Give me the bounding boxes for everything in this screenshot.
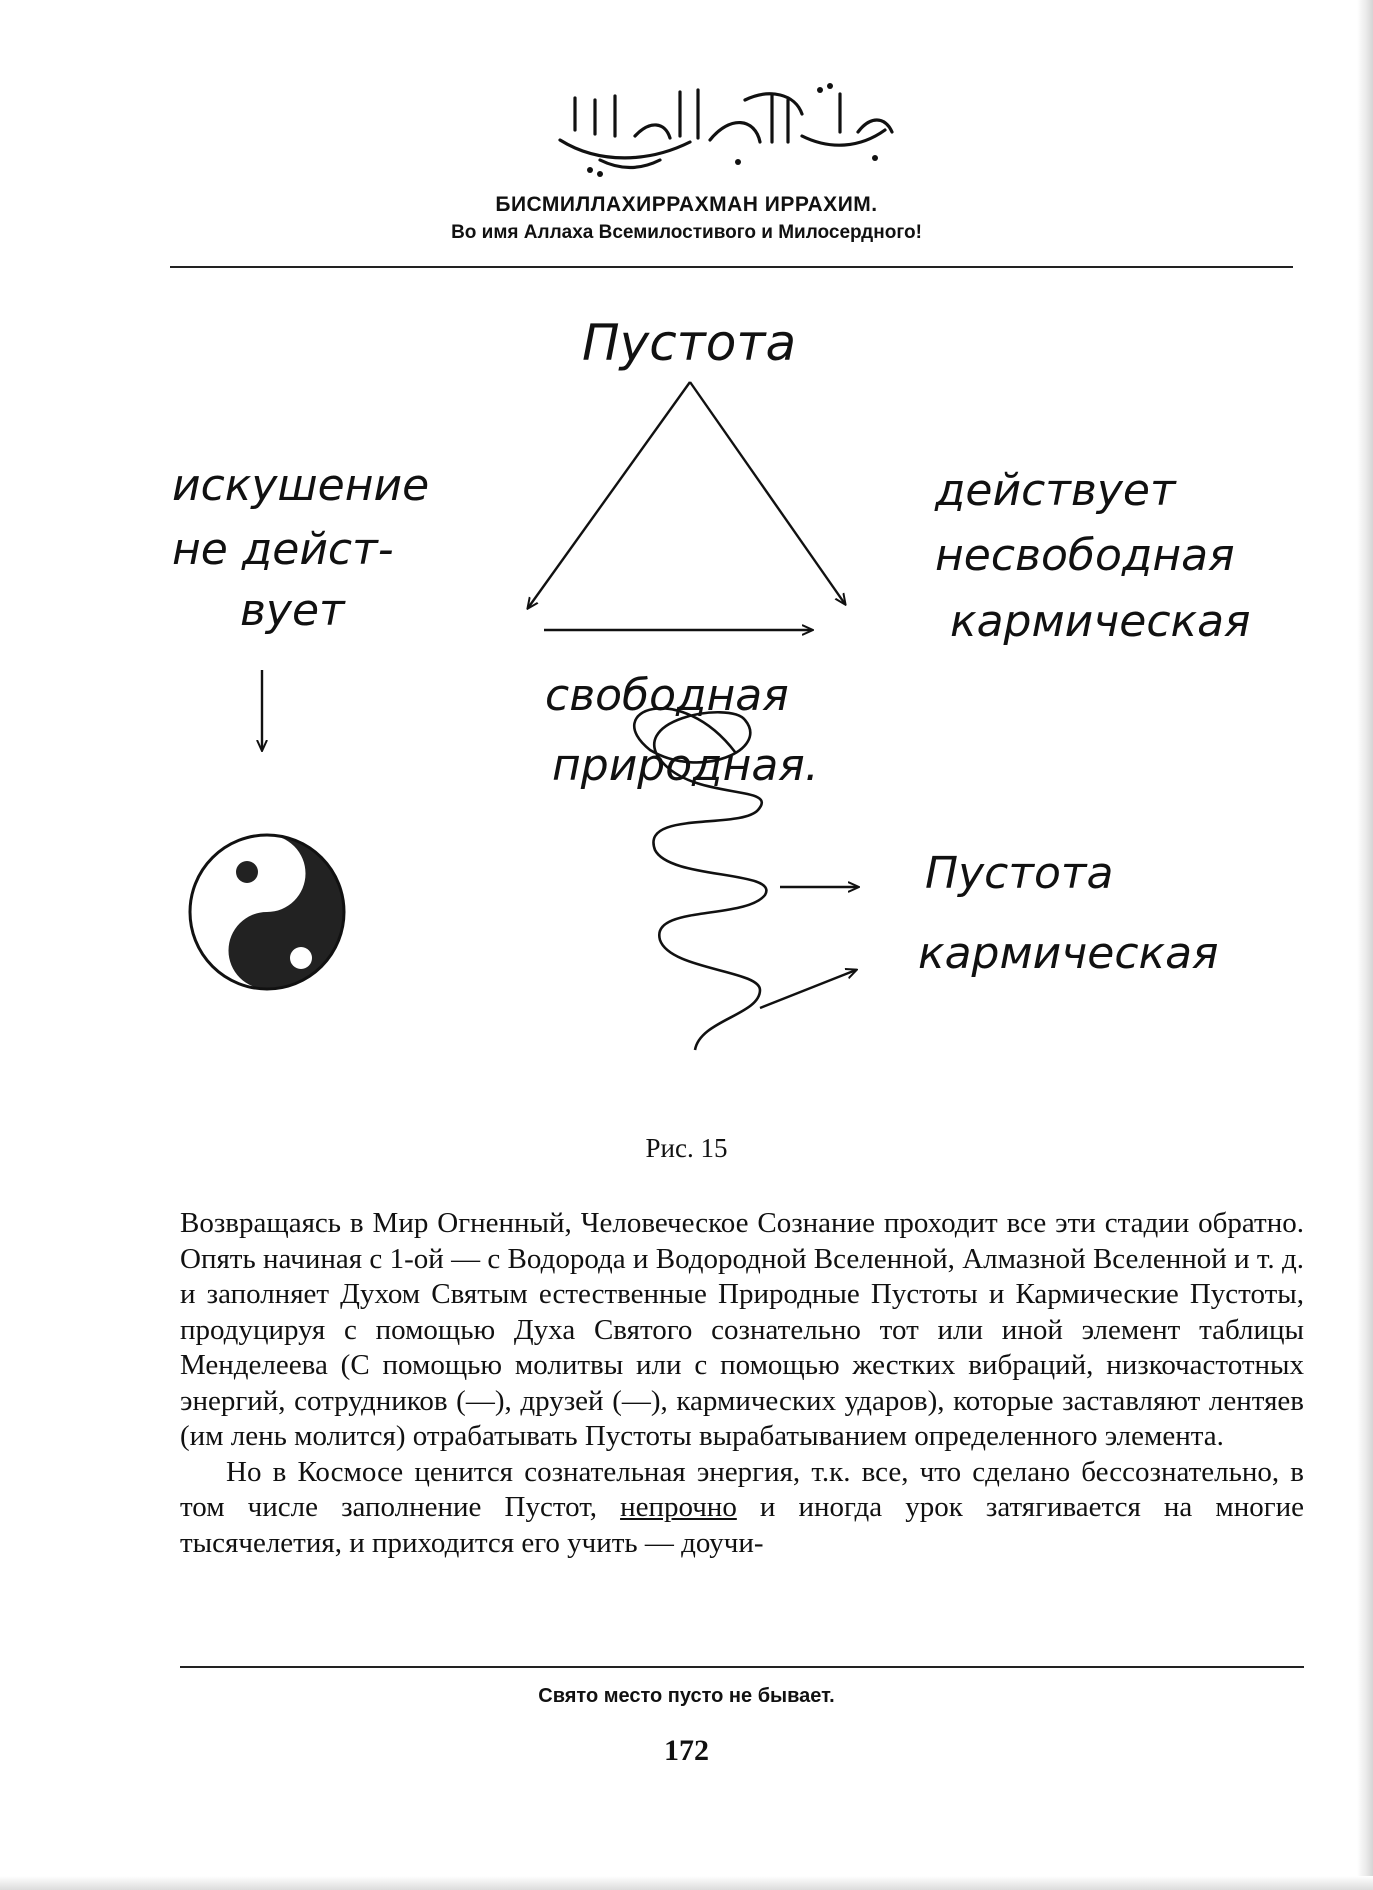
right-note-line2: несвободная <box>935 530 1235 581</box>
body-text <box>180 1206 1304 1561</box>
footer-rule <box>180 1666 1304 1668</box>
paragraph-2 <box>180 1455 1304 1562</box>
figure-caption: Рис. 15 <box>645 1133 728 1163</box>
basmala-calligraphy <box>540 70 910 190</box>
spiral-label-line2: кармическая <box>918 928 1219 979</box>
bottom-note-line2: природная. <box>552 740 819 791</box>
figure-15-diagram <box>0 280 1373 1140</box>
paragraph-2-part1: Но в Космосе ценится сознательная энергия, т.к. все, что сделано бессознательно, в том числе заполнение Пустот, <box>180 1455 1304 1523</box>
header-subtitle: Во имя Аллаха Всемилостивого и Милосердного! <box>451 222 922 243</box>
left-note-line3: вует <box>240 585 345 636</box>
footer-proverb: Свято место пусто не бывает. <box>538 1685 835 1707</box>
paragraph-2-part2: и иногда урок затягивается на многие тысячелетия, и приходится его учить — доучи- <box>180 1491 1305 1559</box>
right-note-line3: кармическая <box>950 596 1251 647</box>
triangle-right-arrow <box>690 382 845 604</box>
triangle-left-arrow <box>528 382 690 608</box>
yin-yang-icon <box>190 835 344 989</box>
label-pustota-top: Пустота <box>582 314 797 372</box>
left-note-line1: искушение <box>172 460 430 511</box>
underlined-word: непрочно <box>620 1491 737 1523</box>
left-note-line2: не дейст- <box>172 524 394 575</box>
spiral-arrow-bottom <box>760 970 856 1008</box>
header-title: БИСМИЛЛАХИРРАХМАН ИРРАХИМ. <box>495 193 878 216</box>
page-bottom-shadow <box>0 1876 1373 1890</box>
paragraph-1: Возвращаясь в Мир Огненный, Человеческое Сознание проходит все эти стадии обратно. Опять начиная с 1-ой — с Водорода и Водородной Вселенной, Алмазной Вселенной и т. д. и заполняет Духом Святым естественные Природные Пустоты и Кармические Пустоты, продуцируя с помощью Духа Святого сознательно тот или иной элемент таблицы Менделеева (С помощью молитвы или с помощью жестких вибраций, низкочастотных энергий, сотрудников (—), друзей (—), кармических ударов), которые заставляют лентяев (им лень молится) отрабатывать Пустоты вырабатыванием определенного элемента. <box>180 1207 1304 1452</box>
header-rule <box>170 266 1293 268</box>
right-note-line1: действует <box>935 465 1176 516</box>
page-number: 172 <box>664 1734 709 1767</box>
triangle-diagram <box>528 382 845 630</box>
bottom-note-line1: свободная <box>545 670 789 721</box>
spiral-label-line1: Пустота <box>925 848 1114 899</box>
